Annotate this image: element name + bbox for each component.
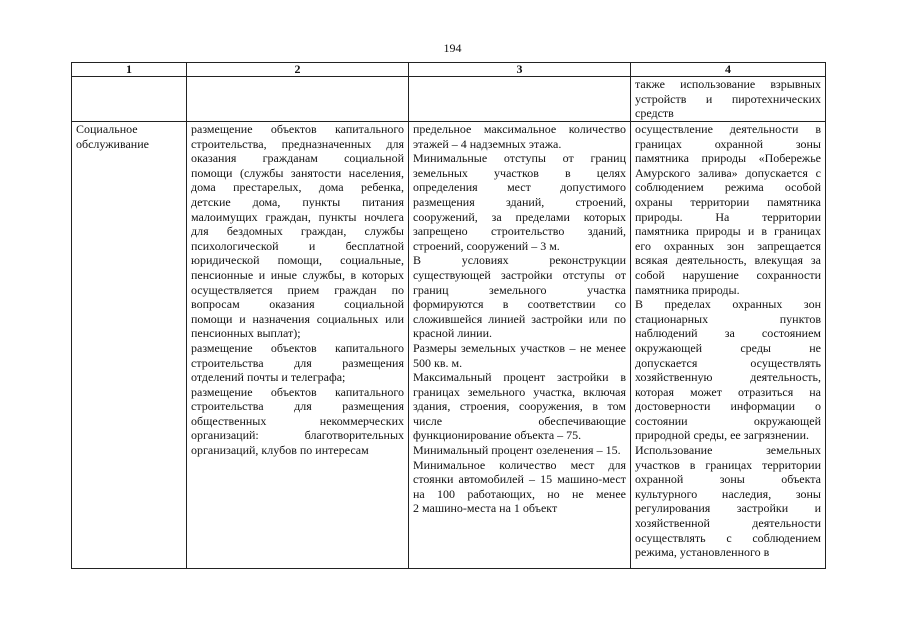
column-header-1: 1 bbox=[72, 63, 187, 77]
text-line: организаций, клубов по интересам bbox=[191, 443, 369, 458]
text-line: Размеры земельных участков – не менее bbox=[413, 340, 626, 355]
text-line: формируются в соответствии со bbox=[413, 297, 626, 312]
text-line: запрещено строительство зданий, bbox=[413, 224, 626, 239]
text-line: оказания гражданам социальной bbox=[191, 151, 404, 166]
continuation-col2 bbox=[187, 77, 409, 122]
column-header-4: 4 bbox=[631, 63, 826, 77]
text-line: Максимальный процент застройки в bbox=[413, 370, 626, 385]
text-line: охраны территории памятника bbox=[635, 194, 821, 209]
text-line: собой нарушение сохранности bbox=[635, 267, 821, 282]
text-line: осуществление деятельности в bbox=[635, 122, 821, 136]
text-line: охранной зоны объекта bbox=[635, 472, 821, 487]
restrictions-cell bbox=[631, 122, 826, 569]
text-line: дома престарелых, дома ребенка, bbox=[191, 180, 404, 195]
text-line: строительства, предназначенных для bbox=[191, 136, 404, 151]
text-line: режима, установленного в bbox=[635, 545, 770, 560]
use-type-cell bbox=[72, 122, 187, 569]
text-line: определения мест допустимого bbox=[413, 180, 626, 195]
text-line: размещение объектов капитального bbox=[191, 384, 404, 399]
text-line: В условиях реконструкции bbox=[413, 253, 626, 268]
text-line: размещения зданий, строений, bbox=[413, 194, 626, 209]
text-line: детские дома, пункты питания bbox=[191, 194, 404, 209]
text-line: Минимальный процент озеленения – 15. bbox=[413, 443, 621, 458]
text-line: функционирование объекта – 75. bbox=[413, 428, 582, 443]
text-line: числе обеспечивающие bbox=[413, 413, 626, 428]
text-line: допускается осуществлять bbox=[635, 355, 821, 370]
text-line: общественных некоммерческих bbox=[191, 413, 404, 428]
text-line: Амурского залива» допускается с bbox=[635, 165, 821, 180]
text-line: хозяйственную деятельность, bbox=[635, 370, 821, 385]
text-line: земельных участков в целях bbox=[413, 165, 626, 180]
text-line: пенсионных выплат); bbox=[191, 326, 301, 341]
text-line: юридической помощи, социальные, bbox=[191, 253, 404, 268]
text-line: этажей – 4 надземных этажа. bbox=[413, 136, 562, 151]
text-line: памятника природы и в границах bbox=[635, 224, 821, 239]
text-line: красной линии. bbox=[413, 326, 493, 341]
text-line: обслуживание bbox=[76, 136, 149, 151]
text-line: Минимальное количество мест для bbox=[413, 457, 626, 472]
continuation-col3 bbox=[409, 77, 631, 122]
column-header-3: 3 bbox=[409, 63, 631, 77]
text-line: осуществлять с соблюдением bbox=[635, 530, 821, 545]
table-row-social-services bbox=[72, 122, 826, 569]
text-line: предельное максимальное количество bbox=[413, 122, 626, 136]
text-line: соблюдением режима особой bbox=[635, 180, 821, 195]
text-line: строительства для размещения bbox=[191, 399, 404, 414]
text-line: существующей застройки отступы от bbox=[413, 267, 626, 282]
text-line: В пределах охранных зон bbox=[635, 297, 821, 312]
text-line: организаций: благотворительных bbox=[191, 428, 404, 443]
page-number: 194 bbox=[443, 41, 462, 55]
continuation-col1 bbox=[72, 77, 187, 122]
text-line: памятника природы. bbox=[635, 282, 740, 297]
text-line: осуществляется прием граждан по bbox=[191, 282, 404, 297]
text-line: сооружений, за пределами которых bbox=[413, 209, 626, 224]
text-line: Минимальные отступы от границ bbox=[413, 151, 626, 166]
text-line: строительства для размещения bbox=[191, 355, 404, 370]
text-line: сложившейся линией застройки или по bbox=[413, 311, 626, 326]
text-line: устройств и пиротехнических bbox=[635, 91, 821, 106]
text-line: хозяйственной деятельности bbox=[635, 516, 821, 531]
text-line: памятника природы «Побережье bbox=[635, 151, 821, 166]
text-line: природной среды, ее загрязнении. bbox=[635, 428, 810, 443]
text-line: культурного наследия, зоны bbox=[635, 486, 821, 501]
text-line: размещение объектов капитального bbox=[191, 122, 404, 136]
continuation-col4 bbox=[631, 77, 826, 122]
text-line: состоянии окружающей bbox=[635, 413, 821, 428]
continuation-row bbox=[72, 77, 826, 122]
text-line: на 100 работающих, но не менее bbox=[413, 486, 626, 501]
text-line: всякая деятельность, влекущая за bbox=[635, 253, 821, 268]
text-line: здания, строения, сооружения, в том bbox=[413, 399, 626, 414]
text-line: его охранных зон запрещается bbox=[635, 238, 821, 253]
text-line: помощи (службы занятости населения, bbox=[191, 165, 404, 180]
text-line: Использование земельных bbox=[635, 443, 821, 458]
regulations-table bbox=[71, 62, 826, 569]
text-line: достоверности информации о bbox=[635, 399, 821, 414]
text-line: 2 машино-места на 1 объект bbox=[413, 501, 558, 516]
text-line: границах земельного участка, включая bbox=[413, 384, 626, 399]
text-line: психологической и бесплатной bbox=[191, 238, 404, 253]
text-line: помощи и назначения социальных или bbox=[191, 311, 404, 326]
text-line: вопросам оказания социальной bbox=[191, 297, 404, 312]
text-line: 500 кв. м. bbox=[413, 355, 463, 370]
text-line: стоянки автомобилей – 15 машино-мест bbox=[413, 472, 626, 487]
text-line: для бездомных граждан, службы bbox=[191, 224, 404, 239]
text-line: пенсионные и иные службы, в которых bbox=[191, 267, 404, 282]
text-line: границ земельного участка bbox=[413, 282, 626, 297]
text-line: также использование взрывных bbox=[635, 77, 821, 91]
text-line: участков в границах территории bbox=[635, 457, 821, 472]
text-line: регулирования застройки и bbox=[635, 501, 821, 516]
text-line: стационарных пунктов bbox=[635, 311, 821, 326]
header-row bbox=[72, 63, 826, 77]
permitted-use-description-cell bbox=[187, 122, 409, 569]
text-line: средств bbox=[635, 106, 674, 121]
text-line: природы. На территории bbox=[635, 209, 821, 224]
text-line: границах охранной зоны bbox=[635, 136, 821, 151]
text-line: размещение объектов капитального bbox=[191, 340, 404, 355]
text-line: наблюдений за состоянием bbox=[635, 326, 821, 341]
text-line: которая может отразиться на bbox=[635, 384, 821, 399]
text-line: отделений почты и телеграфа; bbox=[191, 370, 346, 385]
text-line: малоимущих граждан, пункты ночлега bbox=[191, 209, 404, 224]
construction-parameters-cell bbox=[409, 122, 631, 569]
column-header-2: 2 bbox=[187, 63, 409, 77]
text-line: окружающей среды не bbox=[635, 340, 821, 355]
text-line: строений, сооружений – 3 м. bbox=[413, 238, 560, 253]
text-line: Социальное bbox=[76, 122, 138, 136]
